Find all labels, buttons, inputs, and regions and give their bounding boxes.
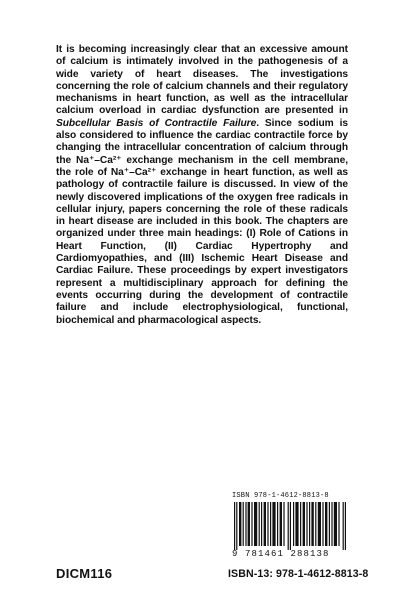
barcode-block [232,492,350,564]
description-part-2: . Since sodium is also considered to influence the cardiac contractile force by changing the intracellular concentration of calcium through the Na⁺–Ca²⁺ exchange mechanism in the cell membrane, the role of Na⁺–Ca²⁺ exchange in heart function, as well as pathology of contractile failure is discussed. In view of the newly discovered implications of the oxygen free radicals in cellular injury, papers concerning the role of these radicals in heart disease are included in this book. The chapters are organized under three main headings: (I) Role of Cations in Heart Function, (II) Cardiac Hypertrophy and Cardiomyopathies, and (III) Ischemic Heart Disease and Cardiac Failure. These proceedings by expert investigators represent a multidisciplinary approach for defining the events occurring during the development of contractile failure and include electrophysiological, functional, biochemical and pharmacological aspects. [56,117,349,326]
description-part-1: It is becoming increasingly clear that an excessive amount of calcium is intimately involved in the pathogenesis of a wide variety of heart diseases. The investigations concerning the role of calcium channels and their regulatory mechanisms in heart function, as well as the intracellular calcium overload in cardiac dysfunction are presented in [56,44,348,117]
barcode-icon [232,502,350,550]
description-text [56,44,348,327]
barcode-digits: 9 781461 288138 [232,549,330,559]
isbn-13: ISBN-13: 978-1-4612-8813-8 [228,568,369,580]
barcode-isbn-label: ISBN 978-1-4612-8813-8 [232,492,329,500]
catalog-code: DICM116 [56,566,113,581]
book-title-italic: Subcellular Basis of Contractile Failure [56,117,257,129]
